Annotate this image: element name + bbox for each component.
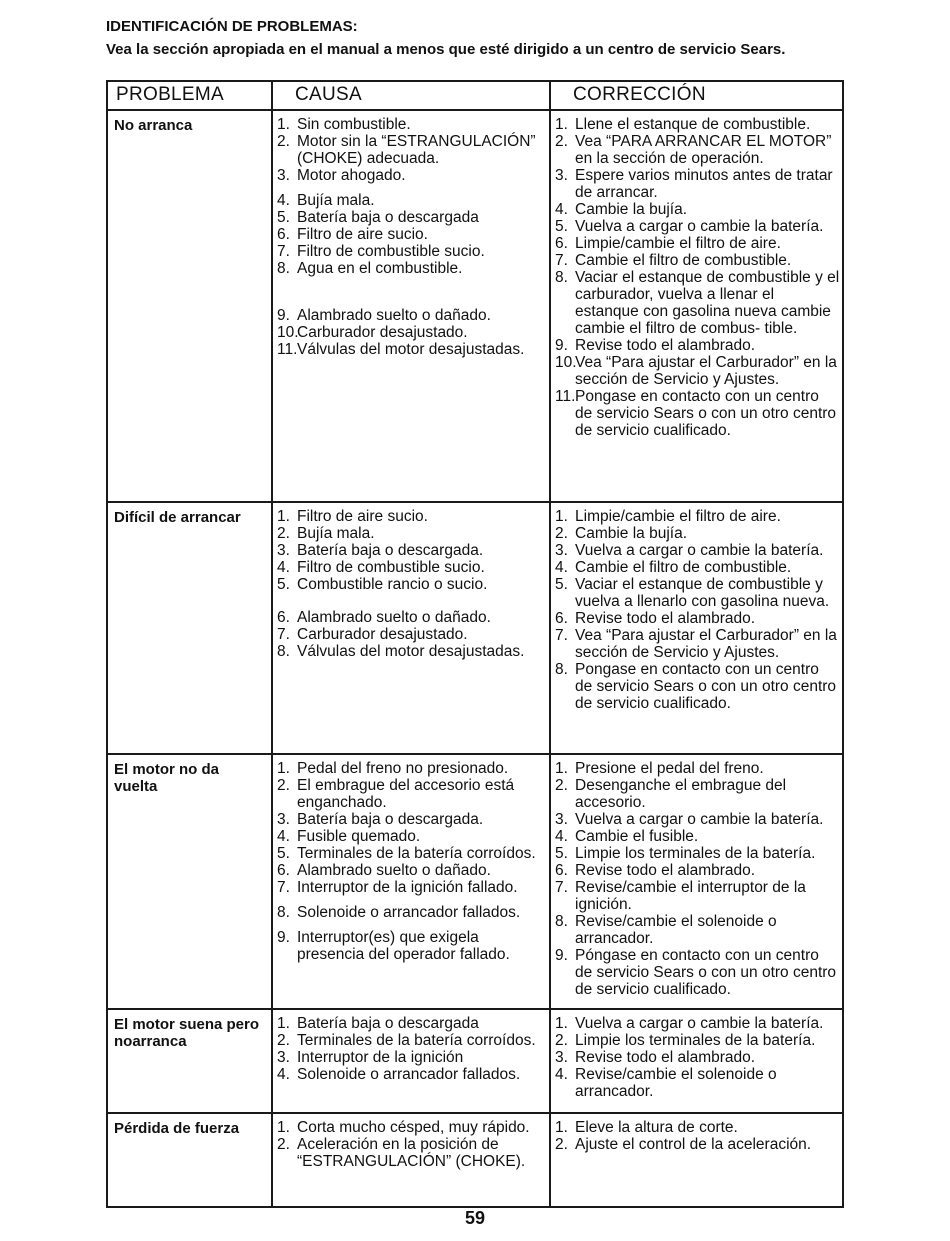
correction-item [555, 760, 840, 777]
cause-number: 6. [277, 226, 290, 243]
correction-cell [550, 502, 843, 754]
correction-number: 2. [555, 525, 568, 542]
correction-text: Revise/cambie el solenoide o arrancador. [575, 913, 777, 947]
cause-cell [272, 754, 550, 1009]
correction-number: 1. [555, 116, 568, 133]
cause-text: Válvulas del motor desajustadas. [297, 341, 525, 358]
correction-text: Limpie/cambie el filtro de aire. [575, 508, 781, 525]
correction-item [555, 1032, 840, 1049]
cause-text: Filtro de aire sucio. [297, 226, 428, 243]
cause-cell [272, 110, 550, 502]
correction-number: 5. [555, 218, 568, 235]
correction-text: Cambie el filtro de combustible. [575, 559, 792, 576]
cause-number: 2. [277, 1136, 290, 1153]
cause-number: 3. [277, 167, 290, 184]
cause-text: Batería baja o descargada [297, 1015, 479, 1032]
cause-item [277, 1049, 547, 1066]
cause-item [277, 777, 547, 811]
cause-text: Solenoide o arrancador fallados. [297, 904, 521, 921]
correction-number: 5. [555, 845, 568, 862]
correction-text: Revise todo el alambrado. [575, 337, 756, 354]
cause-item [277, 576, 547, 593]
problem-cell: Pérdida de fuerza [107, 1113, 272, 1207]
correction-item [555, 218, 840, 235]
cause-number: 1. [277, 508, 290, 525]
cause-number: 7. [277, 879, 290, 896]
correction-text: Cambie el filtro de combustible. [575, 252, 792, 269]
correction-text: Vuelva a cargar o cambie la batería. [575, 811, 824, 828]
cause-text: Bujía mala. [297, 192, 375, 209]
correction-text: Limpie/cambie el filtro de aire. [575, 235, 781, 252]
cause-text: Interruptor de la ignición fallado. [297, 879, 518, 896]
cause-text: Válvulas del motor desajustadas. [297, 643, 525, 660]
correction-number: 1. [555, 1015, 568, 1032]
correction-list [555, 1119, 840, 1153]
cause-text: Bujía mala. [297, 525, 375, 542]
correction-cell [550, 1009, 843, 1113]
correction-item [555, 559, 840, 576]
correction-number: 3. [555, 811, 568, 828]
problem-cell: No arranca [107, 110, 272, 502]
cause-text: Alambrado suelto o dañado. [297, 307, 491, 324]
correction-item [555, 269, 840, 337]
cause-number: 6. [277, 609, 290, 626]
cause-item [277, 904, 547, 921]
cause-text: Carburador desajustado. [297, 626, 468, 643]
cause-number: 3. [277, 1049, 290, 1066]
cause-item [277, 133, 547, 167]
correction-text: Vea “PARA ARRANCAR EL MOTOR” en la sección de operación. [575, 133, 832, 167]
correction-number: 3. [555, 542, 568, 559]
page-subtitle: Vea la sección apropiada en el manual a menos que esté dirigido a un centro de servicio Sears. [106, 41, 786, 58]
correction-text: Revise/cambie el solenoide o arrancador. [575, 1066, 777, 1100]
cause-number: 7. [277, 243, 290, 260]
cause-text: Batería baja o descargada. [297, 542, 484, 559]
correction-text: Espere varios minutos antes de tratar de arrancar. [575, 167, 833, 201]
cause-item [277, 307, 547, 324]
cause-number: 10. [277, 324, 299, 341]
correction-item [555, 845, 840, 862]
cause-number: 11. [277, 341, 298, 358]
correction-item [555, 337, 840, 354]
cause-number: 4. [277, 828, 290, 845]
cause-item [277, 1136, 547, 1170]
cause-item [277, 1066, 547, 1083]
correction-number: 4. [555, 1066, 568, 1083]
cause-item [277, 209, 547, 226]
cause-list [277, 1119, 547, 1170]
correction-number: 4. [555, 559, 568, 576]
correction-item [555, 828, 840, 845]
troubleshooting-table [106, 80, 844, 1208]
correction-item [555, 627, 840, 661]
cause-item [277, 862, 547, 879]
correction-item [555, 116, 840, 133]
correction-number: 2. [555, 1032, 568, 1049]
cause-list [277, 1015, 547, 1083]
cause-number: 2. [277, 777, 290, 794]
correction-item [555, 947, 840, 998]
correction-item [555, 576, 840, 610]
correction-text: Pongase en contacto con un centro de servicio Sears o con un otro centro de servicio cualificado. [575, 661, 837, 712]
correction-number: 7. [555, 627, 568, 644]
correction-text: Cambie el fusible. [575, 828, 699, 845]
correction-list [555, 508, 840, 712]
correction-number: 7. [555, 252, 568, 269]
correction-item [555, 862, 840, 879]
page-title: IDENTIFICACIÓN DE PROBLEMAS: [106, 18, 358, 35]
cause-text: Batería baja o descargada. [297, 811, 484, 828]
cause-number: 2. [277, 525, 290, 542]
correction-number: 6. [555, 235, 568, 252]
correction-text: Desenganche el embrague del accesorio. [575, 777, 787, 811]
cause-number: 4. [277, 192, 290, 209]
correction-number: 7. [555, 879, 568, 896]
cause-number: 3. [277, 542, 290, 559]
cause-item [277, 559, 547, 576]
correction-item [555, 1119, 840, 1136]
cause-item [277, 341, 547, 358]
cause-number: 4. [277, 559, 290, 576]
correction-number: 1. [555, 760, 568, 777]
correction-item [555, 1066, 840, 1100]
correction-number: 4. [555, 201, 568, 218]
cause-item [277, 626, 547, 643]
correction-text: Llene el estanque de combustible. [575, 116, 811, 133]
correction-number: 8. [555, 913, 568, 930]
table-row [107, 1113, 843, 1207]
cause-number: 6. [277, 862, 290, 879]
cause-text: Pedal del freno no presionado. [297, 760, 509, 777]
column-header-causa: CAUSA [272, 81, 550, 110]
correction-text: Eleve la altura de corte. [575, 1119, 738, 1136]
cause-text: Terminales de la batería corroídos. [297, 845, 536, 862]
correction-cell [550, 754, 843, 1009]
cause-item [277, 525, 547, 542]
cause-number: 5. [277, 845, 290, 862]
correction-text: Revise todo el alambrado. [575, 1049, 756, 1066]
cause-number: 1. [277, 116, 290, 133]
correction-number: 10. [555, 354, 577, 371]
cause-item [277, 643, 547, 660]
page-number: 59 [464, 1208, 486, 1228]
correction-item [555, 201, 840, 218]
table-row [107, 110, 843, 502]
correction-item [555, 777, 840, 811]
correction-item [555, 354, 840, 388]
cause-item [277, 1032, 547, 1049]
correction-number: 5. [555, 576, 568, 593]
correction-number: 1. [555, 1119, 568, 1136]
cause-item [277, 508, 547, 525]
cause-text: Carburador desajustado. [297, 324, 468, 341]
correction-list [555, 116, 840, 439]
cause-item [277, 260, 547, 277]
correction-item [555, 661, 840, 712]
cause-number: 5. [277, 576, 290, 593]
correction-item [555, 879, 840, 913]
correction-item [555, 1049, 840, 1066]
column-header-problema: PROBLEMA [107, 81, 272, 110]
correction-text: Revise todo el alambrado. [575, 862, 756, 879]
correction-number: 2. [555, 777, 568, 794]
correction-number: 2. [555, 1136, 568, 1153]
correction-number: 6. [555, 862, 568, 879]
cause-text: Aceleración en la posición de “ESTRANGULACIÓN” (CHOKE). [297, 1136, 526, 1170]
cause-text: Solenoide o arrancador fallados. [297, 1066, 521, 1083]
cause-number: 1. [277, 1119, 290, 1136]
correction-item [555, 542, 840, 559]
cause-item [277, 243, 547, 260]
cause-number: 8. [277, 260, 290, 277]
cause-number: 2. [277, 1032, 290, 1049]
cause-text: Corta mucho césped, muy rápido. [297, 1119, 530, 1136]
correction-item [555, 235, 840, 252]
correction-text: Pongase en contacto con un centro de servicio Sears o con un otro centro de servicio cualificado. [575, 388, 837, 439]
correction-item [555, 167, 840, 201]
correction-number: 6. [555, 610, 568, 627]
cause-number: 9. [277, 929, 290, 946]
cause-item [277, 192, 547, 209]
correction-number: 4. [555, 828, 568, 845]
correction-text: Revise/cambie el interruptor de la ignición. [575, 879, 806, 913]
correction-item [555, 133, 840, 167]
cause-number: 1. [277, 760, 290, 777]
table-row [107, 754, 843, 1009]
cause-cell [272, 1009, 550, 1113]
correction-text: Presione el pedal del freno. [575, 760, 764, 777]
correction-text: Vuelva a cargar o cambie la batería. [575, 218, 824, 235]
correction-number: 9. [555, 337, 568, 354]
column-header-correccion: CORRECCIÓN [550, 81, 843, 110]
cause-item [277, 760, 547, 777]
cause-number: 8. [277, 904, 290, 921]
cause-text: Batería baja o descargada [297, 209, 479, 226]
cause-text: Filtro de aire sucio. [297, 508, 428, 525]
cause-item [277, 845, 547, 862]
problem-cell: El motor suena pero noarranca [107, 1009, 272, 1113]
correction-item [555, 388, 840, 439]
problem-cell: Difícil de arrancar [107, 502, 272, 754]
correction-item [555, 610, 840, 627]
correction-list [555, 760, 840, 998]
correction-text: Vea “Para ajustar el Carburador” en la sección de Servicio y Ajustes. [575, 627, 837, 661]
cause-item [277, 609, 547, 626]
cause-number: 7. [277, 626, 290, 643]
cause-item [277, 226, 547, 243]
cause-list [277, 508, 547, 660]
correction-number: 3. [555, 167, 568, 184]
cause-text: Combustible rancio o sucio. [297, 576, 488, 593]
correction-text: Revise todo el alambrado. [575, 610, 756, 627]
cause-text: Motor ahogado. [297, 167, 406, 184]
correction-item [555, 913, 840, 947]
correction-text: Cambie la bujía. [575, 201, 688, 218]
cause-text: Alambrado suelto o dañado. [297, 609, 491, 626]
cause-list [277, 116, 547, 358]
table-row [107, 1009, 843, 1113]
cause-item [277, 1015, 547, 1032]
correction-cell [550, 110, 843, 502]
cause-number: 2. [277, 133, 290, 150]
cause-text: Filtro de combustible sucio. [297, 559, 485, 576]
cause-text: Alambrado suelto o dañado. [297, 862, 491, 879]
correction-item [555, 1136, 840, 1153]
correction-list [555, 1015, 840, 1100]
cause-number: 1. [277, 1015, 290, 1032]
cause-item [277, 811, 547, 828]
cause-text: Interruptor de la ignición [297, 1049, 464, 1066]
cause-item [277, 828, 547, 845]
cause-item [277, 167, 547, 184]
cause-item [277, 879, 547, 896]
cause-item [277, 1119, 547, 1136]
correction-text: Vuelva a cargar o cambie la batería. [575, 542, 824, 559]
correction-item [555, 508, 840, 525]
cause-number: 8. [277, 643, 290, 660]
correction-number: 1. [555, 508, 568, 525]
correction-text: Póngase en contacto con un centro de servicio Sears o con un otro centro de servicio cualificado. [575, 947, 837, 998]
cause-cell [272, 502, 550, 754]
correction-number: 9. [555, 947, 568, 964]
cause-text: Sin combustible. [297, 116, 411, 133]
correction-item [555, 252, 840, 269]
problem-cell: El motor no da vuelta [107, 754, 272, 1009]
correction-number: 3. [555, 1049, 568, 1066]
correction-text: Limpie los terminales de la batería. [575, 845, 816, 862]
correction-text: Vuelva a cargar o cambie la batería. [575, 1015, 824, 1032]
table-row [107, 502, 843, 754]
correction-text: Vaciar el estanque de combustible y vuelva a llenarlo con gasolina nueva. [575, 576, 830, 610]
correction-text: Vea “Para ajustar el Carburador” en la sección de Servicio y Ajustes. [575, 354, 837, 388]
cause-text: El embrague del accesorio está enganchado. [297, 777, 515, 811]
cause-text: Interruptor(es) que exigela presencia del operador fallado. [297, 929, 510, 963]
correction-text: Ajuste el control de la aceleración. [575, 1136, 812, 1153]
cause-cell [272, 1113, 550, 1207]
cause-item [277, 929, 547, 963]
cause-list [277, 760, 547, 963]
correction-item [555, 525, 840, 542]
correction-text: Cambie la bujía. [575, 525, 688, 542]
table-header-row [107, 81, 843, 110]
cause-text: Motor sin la “ESTRANGULACIÓN” (CHOKE) adecuada. [297, 133, 536, 167]
correction-number: 2. [555, 133, 568, 150]
cause-item [277, 324, 547, 341]
cause-text: Terminales de la batería corroídos. [297, 1032, 536, 1049]
correction-cell [550, 1113, 843, 1207]
correction-number: 8. [555, 661, 568, 678]
correction-item [555, 1015, 840, 1032]
correction-text: Limpie los terminales de la batería. [575, 1032, 816, 1049]
cause-item [277, 116, 547, 133]
correction-text: Vaciar el estanque de combustible y el carburador, vuelva a llenar el estanque con gasolina nueva cambie cambie el filtro de combus- tible. [575, 269, 840, 337]
cause-number: 5. [277, 209, 290, 226]
cause-number: 4. [277, 1066, 290, 1083]
cause-text: Filtro de combustible sucio. [297, 243, 485, 260]
cause-item [277, 542, 547, 559]
correction-item [555, 811, 840, 828]
correction-number: 11. [555, 388, 576, 405]
correction-number: 8. [555, 269, 568, 286]
cause-number: 3. [277, 811, 290, 828]
cause-text: Agua en el combustible. [297, 260, 463, 277]
cause-number: 9. [277, 307, 290, 324]
cause-text: Fusible quemado. [297, 828, 421, 845]
